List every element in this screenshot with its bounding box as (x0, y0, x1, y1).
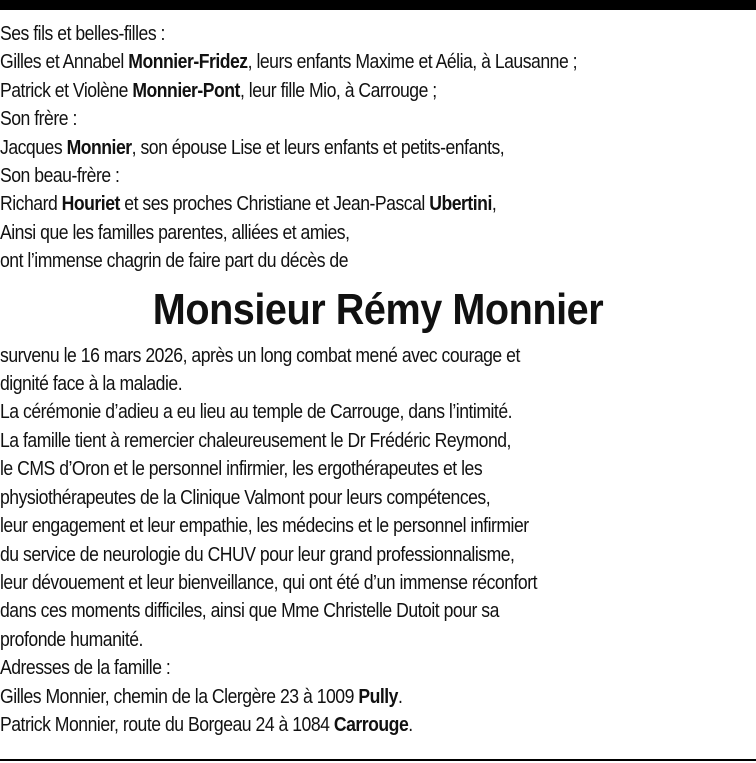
address-1-line (0, 683, 665, 711)
body-line: La cérémonie d’adieu a eu lieu au temple de Carrouge, dans l’intimité. (0, 401, 513, 424)
address-2-line (0, 711, 665, 739)
address-1-suffix: . (397, 685, 403, 708)
brother-line (0, 134, 665, 162)
deceased-name-headline: Monsieur Rémy Monnier (152, 284, 604, 334)
sons-intro: Ses fils et belles-filles : (0, 23, 165, 45)
brother-prefix: Jacques (0, 136, 67, 159)
brother-in-law-intro: Son beau-frère : (0, 165, 120, 188)
obituary-notice (0, 20, 756, 739)
body-line: dignité face à la maladie. (0, 373, 183, 396)
address-2-city: Carrouge (333, 713, 409, 736)
body-line: profonde humanité. (0, 628, 143, 651)
body-line: physiothérapeutes de la Clinique Valmont pour leurs compétences, (0, 486, 491, 509)
body-line: leur engagement et leur empathie, les médecins et le personnel infirmier (0, 515, 529, 538)
brother-in-law-suffix: , (491, 193, 497, 216)
son-1-line (0, 48, 665, 76)
body-line: La famille tient à remercier chaleureusement le Dr Frédéric Reymond, (0, 429, 511, 452)
top-border-bar (0, 0, 756, 10)
son-1-surname: Monnier-Fridez (128, 51, 248, 74)
son-2-surname: Monnier-Pont (132, 79, 240, 102)
body-line: dans ces moments difficiles, ainsi que Mme Christelle Dutoit pour sa (0, 600, 499, 623)
brother-in-law-surname: Houriet (61, 193, 120, 216)
brother-in-law-middle: et ses proches Christiane et Jean-Pascal (119, 193, 430, 216)
relatives-surname: Ubertini (429, 193, 492, 216)
son-1-suffix: , leurs enfants Maxime et Aélia, à Lausanne ; (247, 51, 578, 74)
address-2-suffix: . (408, 713, 413, 736)
son-2-line (0, 77, 665, 105)
brother-surname: Monnier (66, 136, 132, 159)
body-line: le CMS d’Oron et le personnel infirmier, les ergothérapeutes et les (0, 458, 483, 481)
brother-intro: Son frère : (0, 108, 77, 131)
son-2-suffix: , leur fille Mio, à Carrouge ; (239, 79, 437, 102)
brother-in-law-prefix: Richard (0, 193, 62, 216)
brother-suffix: , son épouse Lise et leurs enfants et petits-enfants, (131, 136, 505, 159)
addresses-intro: Adresses de la famille : (0, 657, 171, 680)
address-2-prefix: Patrick Monnier, route du Borgeau 24 à 1084 (0, 713, 334, 736)
brother-in-law-line (0, 190, 665, 218)
address-1-prefix: Gilles Monnier, chemin de la Clergère 23 à 1009 (0, 685, 359, 708)
son-1-prefix: Gilles et Annabel (0, 51, 129, 74)
families-line: Ainsi que les familles parentes, alliées et amies, (0, 221, 350, 244)
body-line: du service de neurologie du CHUV pour leur grand professionnalisme, (0, 543, 515, 566)
body-line: survenu le 16 mars 2026, après un long combat mené avec courage et (0, 344, 520, 367)
address-1-city: Pully (358, 685, 398, 708)
bottom-border-rule (0, 759, 756, 761)
son-2-prefix: Patrick et Violène (0, 79, 133, 102)
body-line: leur dévouement et leur bienveillance, qui ont été d’un immense réconfort (0, 571, 538, 594)
announcement-line: ont l’immense chagrin de faire part du décès de (0, 250, 349, 273)
